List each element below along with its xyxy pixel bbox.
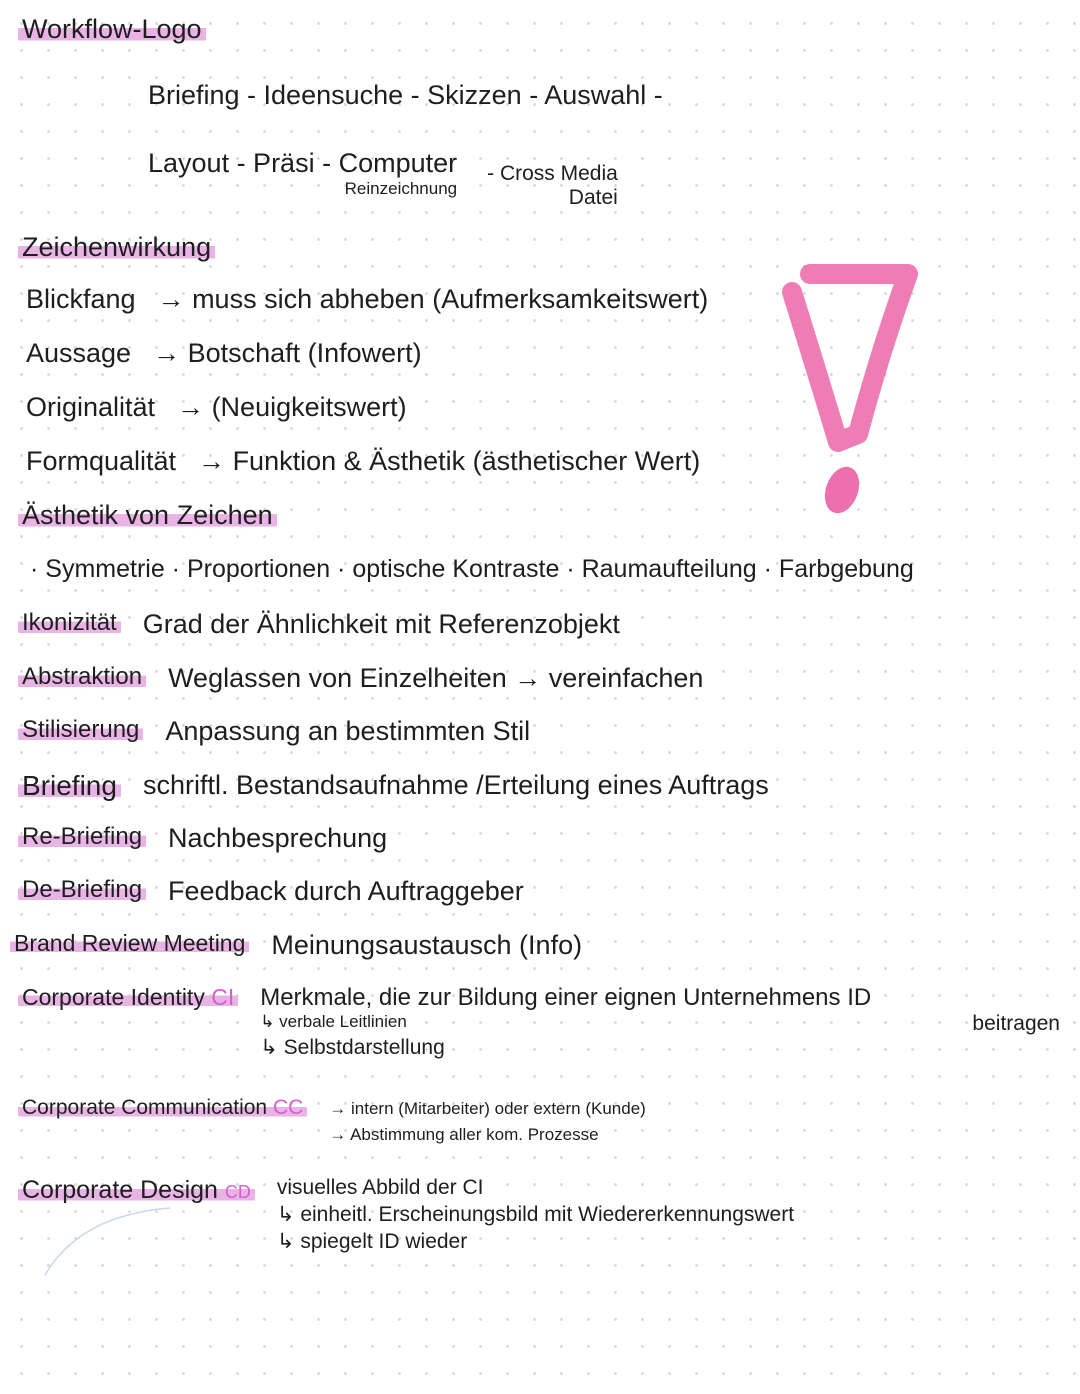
def-desc: Weglassen von Einzelheiten → vereinfachen xyxy=(168,663,704,693)
def-term: De-Briefing xyxy=(18,876,146,904)
exclamation-mark-icon xyxy=(780,262,930,522)
def-term: Ikonizität xyxy=(18,609,121,637)
def-term: Re-Briefing xyxy=(18,823,146,851)
workflow-line-2-sub: Reinzeichnung xyxy=(344,179,458,199)
aesthetik-list: · Symmetrie · Proportionen · optische Kontraste · Raumaufteilung · Farbgebung xyxy=(30,555,914,583)
cc-sub-2: → Abstimmung aller kom. Prozesse xyxy=(329,1124,599,1144)
zw-term: Blickfang xyxy=(26,284,136,314)
zw-desc: → Botschaft (Infowert) xyxy=(153,338,422,368)
workflow-line-1: Briefing - Ideensuche - Skizzen - Auswahl - xyxy=(148,80,663,110)
heading-zeichenwirkung: Zeichenwirkung xyxy=(18,232,215,263)
def-desc: Nachbesprechung xyxy=(168,823,388,853)
ci-sub-2: ↳ Selbstdarstellung xyxy=(260,1035,445,1059)
def-desc: Grad der Ähnlichkeit mit Referenzobjekt xyxy=(142,609,620,639)
cd-sub-2: ↳ spiegelt ID wieder xyxy=(276,1230,468,1254)
def-desc: Meinungsaustausch (Info) xyxy=(271,930,583,960)
ci-sub-1: ↳ verbale Leitlinien xyxy=(260,1011,407,1031)
cd-term-label: Corporate Design xyxy=(22,1176,218,1204)
cd-abbr: CD xyxy=(224,1182,251,1202)
zw-term: Aussage xyxy=(26,338,132,368)
def-term: Stilisierung xyxy=(18,716,143,744)
cc-term xyxy=(18,1096,307,1120)
zw-term: Formqualität xyxy=(26,446,177,476)
ci-desc: Merkmale, die zur Bildung einer eignen Unternehmens ID xyxy=(260,984,872,1011)
cc-term-label: Corporate Communication xyxy=(22,1096,268,1119)
def-desc: schriftl. Bestandsaufnahme /Erteilung eines Auftrags xyxy=(142,770,769,800)
zw-desc: → (Neuigkeitswert) xyxy=(177,392,407,422)
ci-abbr: CI xyxy=(211,984,235,1010)
cc-abbr: CC xyxy=(272,1096,304,1119)
stray-pen-line xyxy=(40,1200,180,1280)
cd-sub-1: ↳ einheitl. Erscheinungsbild mit Wiedererkennungswert xyxy=(276,1203,795,1227)
def-term: Briefing xyxy=(18,770,121,802)
workflow-line-2-tail: - Cross Media xyxy=(487,162,618,185)
zw-term: Originalität xyxy=(26,392,156,422)
workflow-line-2-tail-sub: Datei xyxy=(568,186,618,210)
ci-desc-end: beitragen xyxy=(972,1011,1060,1035)
ci-term-label: Corporate Identity xyxy=(22,984,205,1010)
zw-desc: → Funktion & Ästhetik (ästhetischer Wert) xyxy=(198,446,701,476)
ci-term xyxy=(18,984,238,1010)
def-term: Brand Review Meeting xyxy=(10,930,249,956)
def-desc: Feedback durch Auftraggeber xyxy=(168,876,524,906)
cc-sub-1: → intern (Mitarbeiter) oder extern (Kunde) xyxy=(329,1099,646,1118)
def-desc: Anpassung an bestimmten Stil xyxy=(165,716,531,746)
cd-desc: visuelles Abbild der CI xyxy=(276,1176,484,1199)
zw-desc: → muss sich abheben (Aufmerksamkeitswert) xyxy=(157,284,709,314)
def-term: Abstraktion xyxy=(18,663,146,691)
heading-aesthetik: Ästhetik von Zeichen xyxy=(18,500,277,531)
heading-workflow: Workflow-Logo xyxy=(18,14,206,45)
workflow-line-2: Layout - Präsi - Computer xyxy=(148,148,458,178)
